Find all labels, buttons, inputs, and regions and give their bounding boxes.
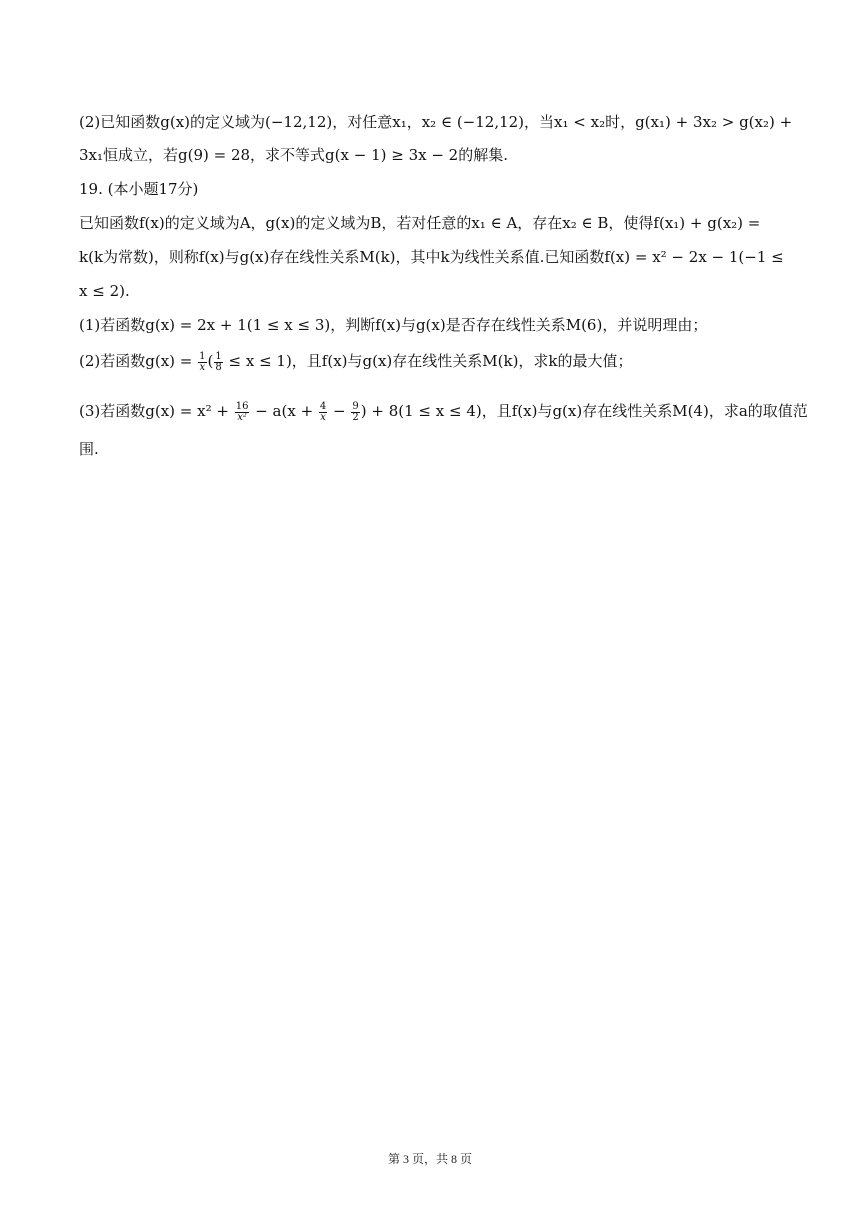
q19-part1: (1)若函数g(x) = 2x + 1(1 ≤ x ≤ 3)，判断f(x)与g(x)是否存在线性关系M(6)，并说明理由； [79, 316, 708, 334]
q19-part2-prefix: (2)若函数g(x) = [79, 352, 198, 370]
page-number-footer: 第 3 页，共 8 页 [387, 1152, 472, 1166]
q19-part3-mid1: − a(x + [250, 402, 318, 420]
fraction-16-over-x2 [235, 402, 250, 423]
fraction-4-over-x [319, 402, 327, 423]
fraction-1-over-x [198, 352, 206, 373]
q18-part2-line2: 3x₁恒成立，若g(9) = 28，求不等式g(x − 1) ≥ 3x − 2的解集. [79, 146, 508, 164]
q18-part2-line1: (2)已知函数g(x)的定义域为(−12,12)，对任意x₁，x₂ ∈ (−12,12)，当x₁ < x₂时，g(x₁) + 3x₂ > g(x₂) + [79, 113, 793, 131]
q19-part3-prefix: (3)若函数g(x) = x² + [79, 402, 234, 420]
fraction-numerator: 1 [199, 350, 206, 362]
q19-intro-line2: k(k为常数)，则称f(x)与g(x)存在线性关系M(k)，其中k为线性关系值.已知函数f(x) = x² − 2x − 1(−1 ≤ [79, 248, 784, 266]
fraction-numerator: 9 [352, 400, 359, 412]
fraction-numerator: 16 [235, 400, 249, 412]
fraction-denominator: 8 [215, 361, 222, 373]
fraction-numerator: 4 [319, 400, 327, 412]
fraction-denominator: x [199, 361, 206, 373]
q19-part3-line2: 围. [79, 440, 99, 458]
q19-part3 [79, 400, 808, 423]
q19-part2 [79, 351, 779, 373]
q19-intro-line3: x ≤ 2). [79, 282, 130, 300]
fraction-denominator: 2 [352, 411, 359, 423]
fraction-denominator: x [320, 411, 326, 423]
q19-part2-mid: ( [207, 352, 214, 370]
q19-header: 19. (本小题17分) [79, 180, 199, 198]
q19-part2-suffix: ≤ x ≤ 1)，且f(x)与g(x)存在线性关系M(k)，求k的最大值； [223, 352, 633, 370]
q19-part3-suffix: ) + 8(1 ≤ x ≤ 4)，且f(x)与g(x)存在线性关系M(4)，求a的取值范 [360, 402, 808, 420]
q19-part3-mid2: − [328, 402, 351, 420]
fraction-denominator: x² [237, 411, 247, 423]
fraction-numerator: 1 [215, 350, 222, 362]
fraction-1-over-8 [214, 352, 222, 373]
q19-intro-line1: 已知函数f(x)的定义域为A，g(x)的定义域为B，若对任意的x₁ ∈ A，存在x₂ ∈ B，使得f(x₁) + g(x₂) = [79, 214, 761, 232]
fraction-9-over-2 [351, 402, 359, 423]
